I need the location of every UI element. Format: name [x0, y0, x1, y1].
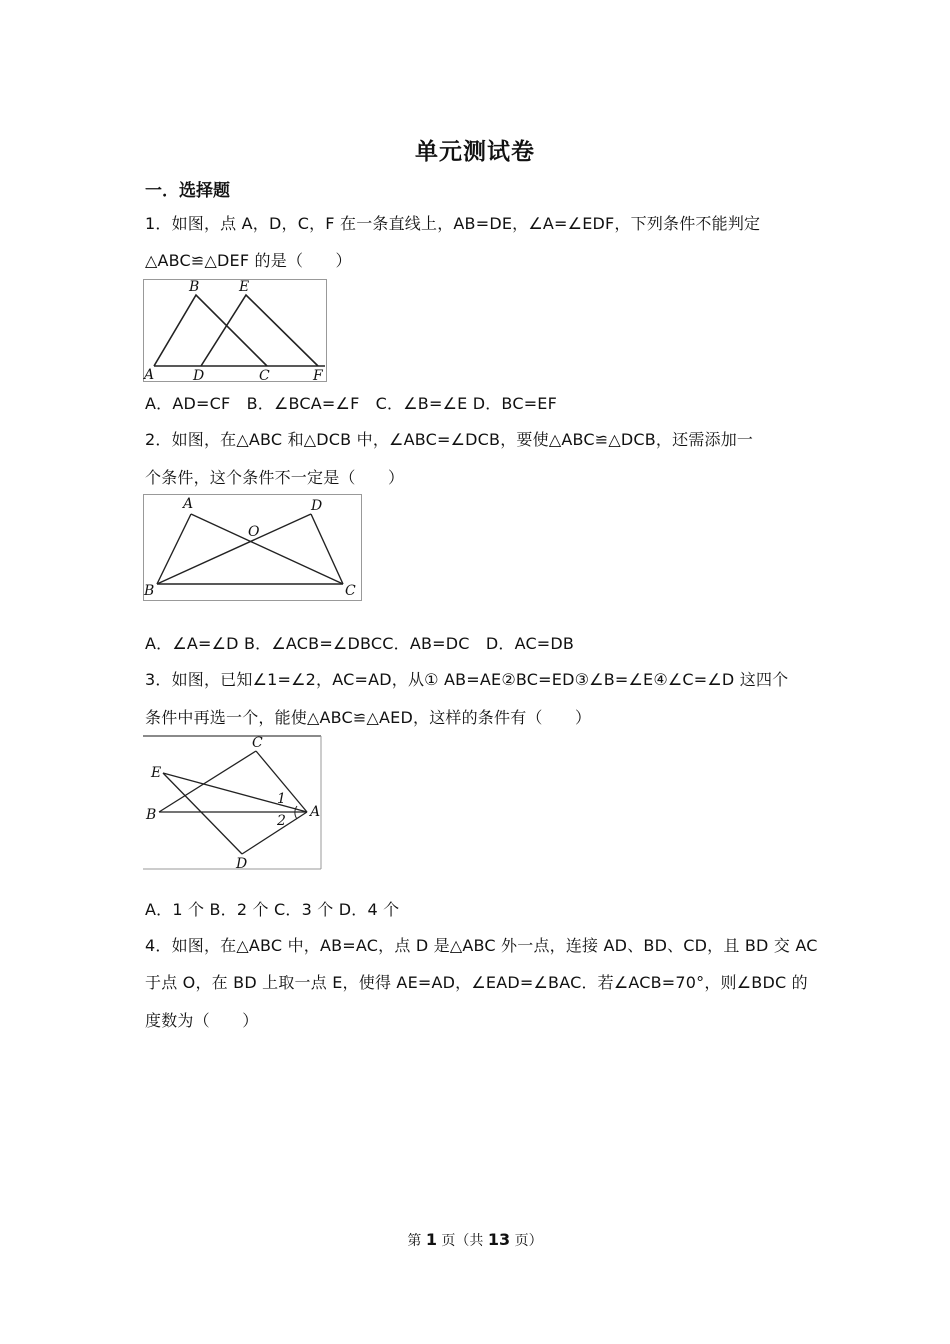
q2-segment-dc	[311, 514, 343, 584]
q2-figure	[143, 494, 363, 602]
q4-line-2: 于点 O，在 BD 上取一点 E，使得 AE=AD，∠EAD=∠BAC．若∠ACB=70°，则∠BDC 的	[145, 973, 808, 992]
q2-line-1: 2．如图，在△ABC 和△DCB 中，∠ABC=∠DCB，要使△ABC≌△DCB，还需添加一	[145, 430, 754, 449]
q2-label-d: D	[311, 498, 323, 514]
q2-label-c: C	[345, 583, 356, 599]
q3-segment-da	[242, 812, 307, 854]
footer-page-number: 1	[425, 1230, 437, 1249]
q2-options: A．∠A=∠D B．∠ACB=∠DBCC．AB=DC D．AC=DB	[145, 634, 575, 653]
q2-line-2: 个条件，这个条件不一定是（ ）	[145, 468, 405, 487]
q2-label-b: B	[144, 583, 155, 599]
q1-label-d: D	[193, 368, 205, 383]
q1-label-c: C	[259, 368, 270, 383]
q3-label-b: B	[146, 807, 157, 823]
q2-segment-ac	[191, 514, 343, 584]
q1-triangle-def	[201, 295, 318, 366]
q4-line-1: 4．如图，在△ABC 中，AB=AC，点 D 是△ABC 外一点，连接 AD、BD、CD，且 BD 交 AC	[145, 936, 818, 955]
q2-label-a: A	[183, 496, 194, 512]
footer-total-pages: 13	[487, 1230, 511, 1249]
q1-line-2: △ABC≌△DEF 的是（ ）	[145, 251, 352, 270]
q3-figure	[143, 735, 323, 871]
footer-suffix: 页）	[510, 1233, 543, 1249]
page-title: 单元测试卷	[415, 139, 535, 165]
q3-line-1: 3．如图，已知∠1=∠2，AC=AD，从① AB=AE②BC=ED③∠B=∠E④∠C=∠D 这四个	[145, 670, 789, 689]
q3-options: A．1 个 B．2 个 C．3 个 D．4 个	[145, 900, 400, 919]
q1-label-f: F	[313, 368, 323, 383]
q1-label-b: B	[189, 279, 200, 295]
q3-label-a: A	[310, 804, 321, 820]
q4-line-3: 度数为（ ）	[145, 1011, 259, 1030]
q3-label-angle-1: 1	[277, 791, 286, 807]
q2-label-o: O	[248, 524, 260, 540]
q3-label-d: D	[236, 856, 248, 871]
q2-segment-bd	[157, 514, 311, 584]
q3-segment-bc	[159, 751, 256, 812]
q1-label-e: E	[239, 279, 250, 295]
page-footer	[0, 1230, 950, 1250]
q1-line-1: 1．如图，点 A，D，C，F 在一条直线上，AB=DE，∠A=∠EDF，下列条件不能判定	[145, 214, 761, 233]
q1-figure	[143, 279, 328, 383]
q3-label-angle-2: 2	[277, 813, 286, 829]
q2-segment-ab	[157, 514, 191, 584]
q3-label-c: C	[252, 735, 263, 751]
q3-line-2: 条件中再选一个，能使△ABC≌△AED，这样的条件有（ ）	[145, 708, 592, 727]
section-heading: 一．选择题	[145, 181, 230, 201]
footer-middle: 页（共	[436, 1233, 488, 1249]
q1-options: A．AD=CF B．∠BCA=∠F C．∠B=∠E D．BC=EF	[145, 394, 558, 413]
q3-label-e: E	[151, 765, 162, 781]
q1-triangle-abc	[154, 295, 267, 366]
footer-prefix: 第	[407, 1233, 426, 1249]
q1-label-a: A	[144, 367, 155, 383]
